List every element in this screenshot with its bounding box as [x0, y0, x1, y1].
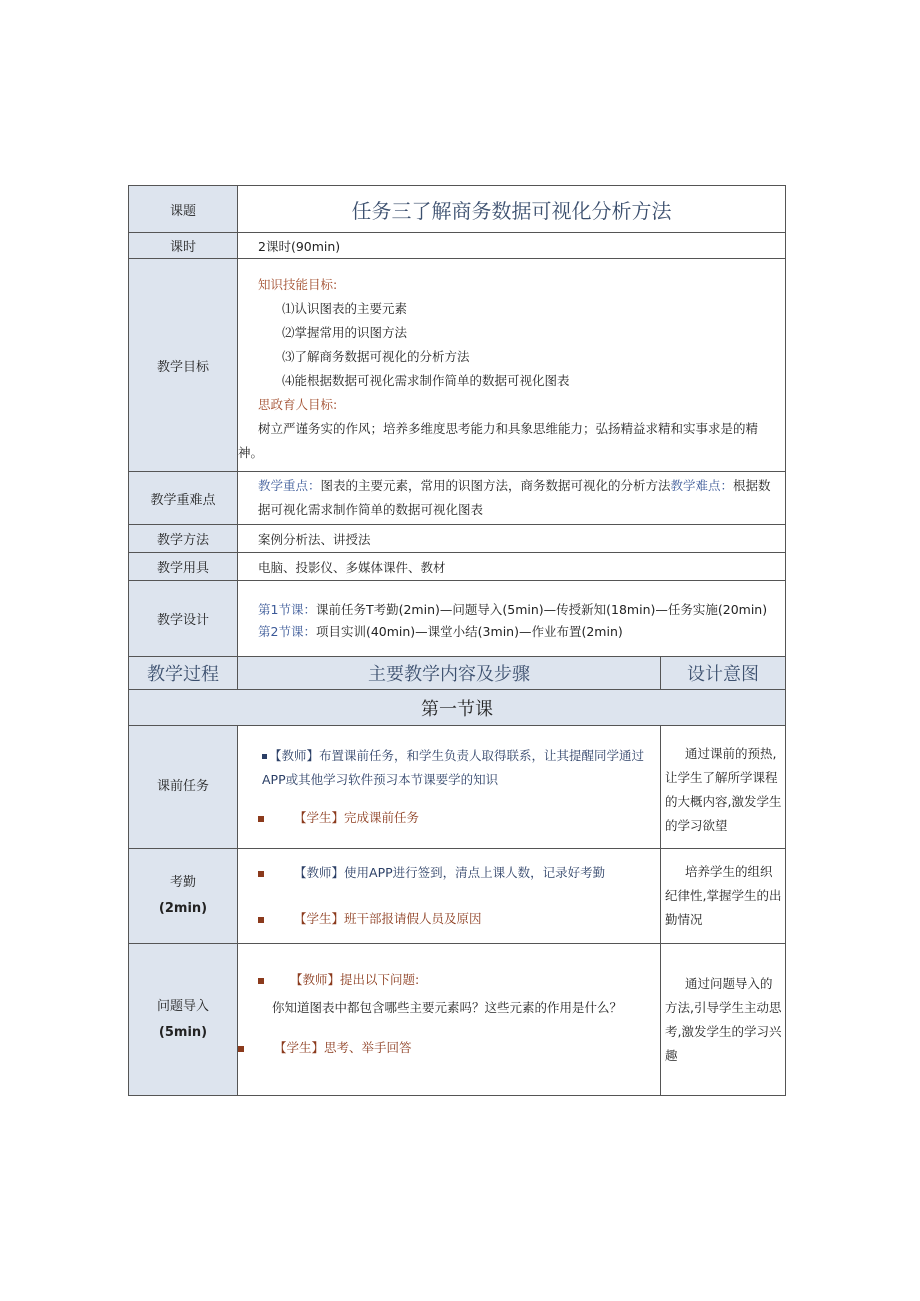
process-header-row: [129, 657, 786, 690]
hours-row: [129, 233, 786, 259]
teacher-block: [258, 744, 650, 792]
ideology-text: 树立严谨务实的作风；培养多维度思考能力和具象思维能力；弘扬精益求精和实事求是的精神。: [238, 421, 759, 460]
teacher-tag: 【教师】: [294, 865, 345, 880]
bullet-icon: [258, 978, 264, 984]
teacher-tag: 【教师】: [290, 972, 341, 987]
knowledge-item: ⑵掌握常用的识图方法: [282, 325, 408, 340]
knowledge-item: ⑷能根据数据可视化需求制作简单的数据可视化图表: [282, 373, 570, 388]
step-row: [129, 849, 786, 944]
methods-row: [129, 525, 786, 553]
process-col1-header: 教学过程: [129, 657, 238, 690]
difficulty-tag: 教学难点：: [670, 478, 734, 493]
tools-label: 教学用具: [129, 553, 238, 581]
session1-line: [258, 599, 781, 621]
teacher-block: [258, 861, 650, 885]
topic-row: [129, 186, 786, 233]
step-content: [238, 944, 661, 1096]
student-text: 完成课前任务: [344, 810, 420, 825]
intent-cell: [661, 726, 786, 849]
step-name: 课前任务: [156, 779, 209, 794]
intent-text: 通过问题导入的方法,引导学生主动思考,激发学生的学习兴趣: [665, 975, 782, 1063]
student-block: [258, 907, 650, 931]
methods-value: 案例分析法、讲授法: [238, 525, 786, 553]
knowledge-item: ⑴认识图表的主要元素: [282, 301, 408, 316]
objectives-row: [129, 259, 786, 472]
session1-text: 课前任务T考勤(2min)—问题导入(5min)—传授新知(18min)—任务实施(20min): [315, 602, 768, 617]
step-time: (2min): [158, 901, 208, 916]
tools-value: 电脑、投影仪、多媒体课件、教材: [238, 553, 786, 581]
student-tag: 【学生】: [294, 911, 345, 926]
design-content: [238, 581, 786, 657]
session2-line: [258, 621, 781, 643]
knowledge-heading: 知识技能目标:: [258, 277, 338, 292]
intent-text: 通过课前的预热,让学生了解所学课程的大概内容,激发学生的学习欲望: [665, 746, 782, 833]
design-label: 教学设计: [129, 581, 238, 657]
ideology-heading: 思政育人目标:: [258, 397, 338, 412]
question-text: 你知道图表中都包含哪些主要元素吗？这些元素的作用是什么？: [272, 1000, 623, 1015]
hours-value: 2课时(90min): [238, 233, 786, 259]
intent-text: 培养学生的组织纪律性,掌握学生的出勤情况: [665, 864, 782, 927]
intent-cell: [661, 944, 786, 1096]
tools-row: [129, 553, 786, 581]
key-text: 图表的主要元素，常用的识图方法，商务数据可视化的分析方法: [320, 478, 671, 493]
student-block: [238, 1036, 650, 1060]
process-col2-header: 主要教学内容及步骤: [238, 657, 661, 690]
session1-tag: 第1节课：: [258, 602, 316, 617]
teacher-text: 提出以下问题:: [340, 972, 420, 987]
step-content: [238, 726, 661, 849]
step-name: 问题导入: [156, 998, 209, 1014]
key-points-content: [238, 472, 786, 525]
student-text: 思考、举手回答: [324, 1040, 412, 1055]
teacher-tag: 【教师】: [269, 748, 320, 763]
objectives-content: [238, 259, 786, 472]
bullet-icon: [262, 754, 267, 759]
methods-label: 教学方法: [129, 525, 238, 553]
step-name: 考勤: [169, 875, 196, 890]
difficulty-text: 根据数据可视化需求制作简单的数据可视化图表: [258, 478, 771, 517]
key-tag: 教学重点：: [258, 478, 321, 493]
knowledge-item: ⑶了解商务数据可视化的分析方法: [282, 349, 470, 364]
bullet-icon: [238, 1046, 244, 1052]
step-row: [129, 944, 786, 1096]
student-block: [258, 806, 650, 830]
lesson-plan-table: [128, 185, 786, 1096]
session2-text: 项目实训(40min)—课堂小结(3min)—作业布置(2min): [315, 624, 623, 639]
student-text: 班干部报请假人员及原因: [344, 911, 482, 926]
process-col3-header: 设计意图: [661, 657, 786, 690]
key-points-label: 教学重难点: [129, 472, 238, 525]
section-title-row: [129, 690, 786, 726]
teacher-text: 使用APP进行签到，清点上课人数，记录好考勤: [344, 865, 606, 880]
student-tag: 【学生】: [274, 1040, 325, 1055]
step-name-cell: [129, 849, 238, 944]
teacher-text: 布置课前任务，和学生负责人取得联系，让其提醒同学通过APP或其他学习软件预习本节课要学的知识: [262, 748, 645, 787]
hours-label: 课时: [129, 233, 238, 259]
key-points-row: [129, 472, 786, 525]
step-name-cell: [129, 726, 238, 849]
design-row: [129, 581, 786, 657]
session2-tag: 第2节课：: [258, 624, 316, 639]
bullet-icon: [258, 871, 264, 877]
step-time: (5min): [158, 1024, 208, 1040]
bullet-icon: [258, 917, 264, 923]
topic-title: 任务三了解商务数据可视化分析方法: [238, 186, 786, 233]
objectives-label: 教学目标: [129, 259, 238, 472]
section-title: 第一节课: [129, 690, 786, 726]
step-row: [129, 726, 786, 849]
student-tag: 【学生】: [294, 810, 345, 825]
step-content: [238, 849, 661, 944]
bullet-icon: [258, 816, 264, 822]
intent-cell: [661, 849, 786, 944]
step-name-cell: [129, 944, 238, 1096]
teacher-block: [258, 968, 650, 992]
topic-label: 课题: [129, 186, 238, 233]
